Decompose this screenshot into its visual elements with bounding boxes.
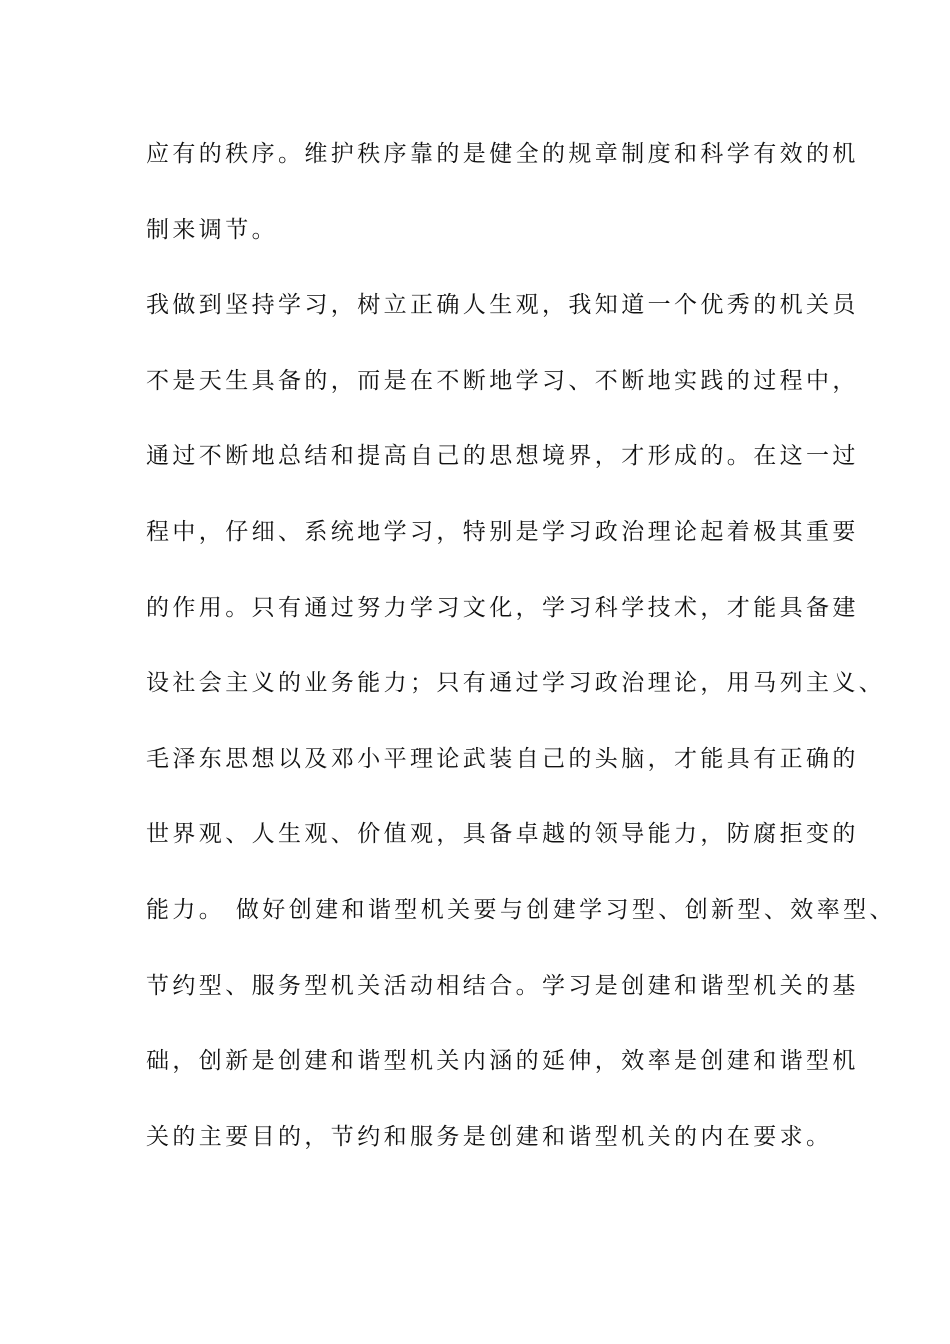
text-line: 制来调节。 <box>146 216 278 243</box>
text-line: 节约型、服务型机关活动相结合。学习是创建和谐型机关的基 <box>146 972 859 999</box>
text-line: 能力。 做好创建和谐型机关要与创建学习型、创新型、效率型、 <box>146 896 896 923</box>
text-line: 世界观、人生观、价值观，具备卓越的领导能力，防腐拒变的 <box>146 821 859 848</box>
body-text <box>146 131 896 1189</box>
text-line: 的作用。只有通过努力学习文化，学习科学技术，才能具备建 <box>146 594 859 621</box>
text-line: 我做到坚持学习，树立正确人生观，我知道一个优秀的机关员 <box>146 292 859 319</box>
text-line: 毛泽东思想以及邓小平理论武装自己的头脑，才能具有正确的 <box>146 745 859 772</box>
text-line: 程中，仔细、系统地学习，特别是学习政治理论起着极其重要 <box>146 518 859 545</box>
text-line: 关的主要目的，节约和服务是创建和谐型机关的内在要求。 <box>146 1123 833 1150</box>
text-line: 设社会主义的业务能力；只有通过学习政治理论，用马列主义、 <box>146 670 886 697</box>
text-line: 应有的秩序。维护秩序靠的是健全的规章制度和科学有效的机 <box>146 141 859 167</box>
text-line: 础，创新是创建和谐型机关内涵的延伸，效率是创建和谐型机 <box>146 1048 859 1075</box>
text-line: 不是天生具备的，而是在不断地学习、不断地实践的过程中， <box>146 367 859 394</box>
text-line: 通过不断地总结和提高自己的思想境界，才形成的。在这一过 <box>146 443 859 470</box>
